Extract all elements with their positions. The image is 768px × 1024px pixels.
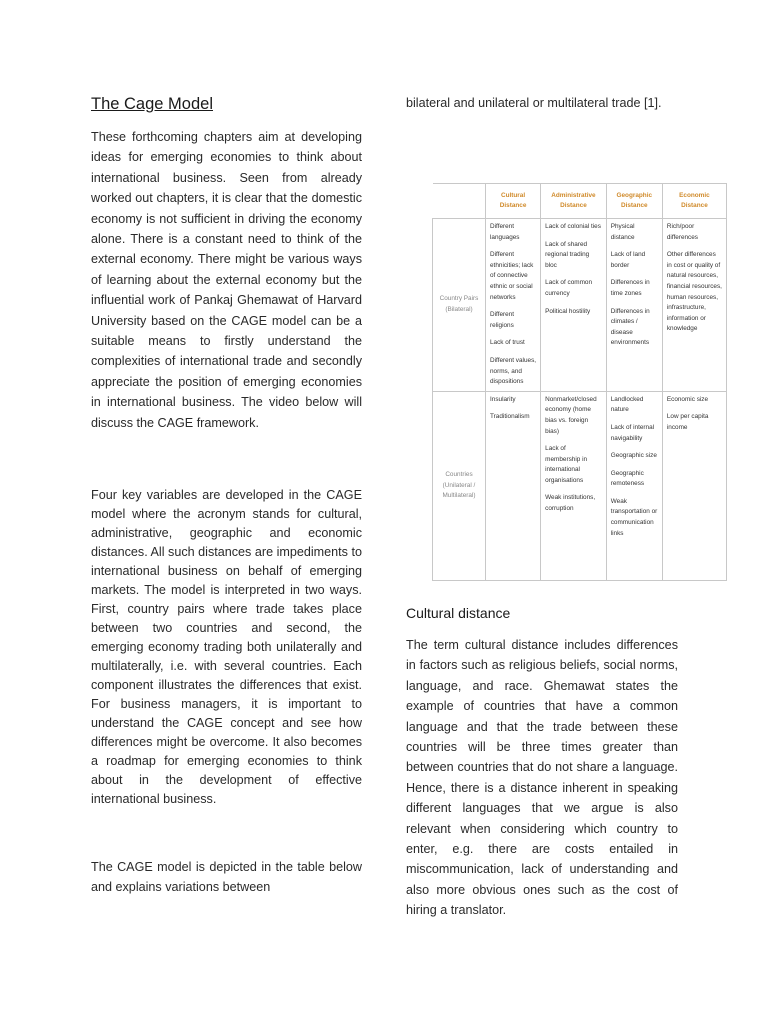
cell-item: Differences in time zones	[610, 279, 650, 297]
cell-item: Differences in climates / disease environments	[610, 307, 650, 347]
cell-item: Nonmarket/closed economy (home bias vs. foreign bias)	[545, 395, 597, 435]
cell-item: Different ethnicities; lack of connective ethnic or social networks	[490, 251, 534, 301]
cell-item: Physical distance	[610, 223, 635, 241]
table-intro-paragraph: The CAGE model is depicted in the table below and explains variations between	[91, 860, 362, 895]
cell-item: Lack of trust	[490, 339, 525, 347]
table-cell	[486, 219, 541, 392]
cell-item: Lack of common currency	[545, 279, 593, 297]
cell-item: Low per capita income	[666, 413, 709, 431]
intro-paragraph: These forthcoming chapters aim at developing ideas for emerging economies to think about international business. Seen from already worked out chapters, it is clear that the domestic economy is not sufficient in driving the economy alone. There is a constant need to think of the external economy. There might be various ways of learning about the external economy but the influential work of Pankaj Ghemawat of Harvard University based on the CAGE model can be a suitable means to firstly understand the complexities of international trade and secondly appreciate the position of emerging economies in international business. The video below will discuss the CAGE framework.	[91, 130, 362, 430]
cell-item: Weak institutions, corruption	[545, 494, 596, 513]
table-cell	[662, 219, 726, 392]
cell-item: Other differences in cost or quality of natural resources, financial resources, human resources, infrastructure, information or knowledge	[666, 251, 722, 333]
table-cell	[662, 391, 726, 580]
cell-item: Weak transportation or communication links	[610, 497, 658, 537]
cell-item: Traditionalism	[490, 413, 530, 421]
header-geographic: Geographic Distance	[606, 184, 662, 219]
continuation-paragraph: bilateral and unilateral or multilateral trade [1].	[406, 96, 662, 110]
table-cell	[486, 391, 541, 580]
table-row	[433, 219, 727, 392]
cell-item: Rich/poor differences	[666, 223, 699, 241]
table-row	[433, 391, 727, 580]
cell-item: Political hostility	[545, 307, 591, 315]
header-administrative: Administrative Distance	[541, 184, 607, 219]
cell-item: Geographic size	[610, 452, 657, 460]
table-corner-cell	[433, 184, 486, 219]
table-header-row	[433, 184, 727, 219]
cell-item: Geographic remoteness	[610, 469, 645, 488]
cell-item: Landlocked nature	[610, 395, 644, 414]
table-cell	[541, 219, 607, 392]
header-cultural: Cultural Distance	[486, 184, 541, 219]
table-cell	[606, 391, 662, 580]
cell-item: Different languages	[490, 223, 520, 241]
cell-item: Lack of shared regional trading bloc	[545, 240, 590, 269]
cultural-distance-paragraph: The term cultural distance includes differences in factors such as religious beliefs, social norms, language, and race. Ghemawat states the example of countries that have a common language and that the trade between these countries will be three times greater than between countries that do not share a language. Hence, there is a distance inherent in speaking different languages that we argue is also relevant when considering which country to enter, e.g. there are costs entailed in miscommunication, lack of understanding and also more obvious ones such as the cost of hiring a translator.	[406, 638, 678, 918]
section-heading-cultural-distance: Cultural distance	[406, 605, 511, 621]
page-title: The Cage Model	[91, 95, 213, 113]
cell-item: Insularity	[490, 395, 516, 403]
cell-item: Economic size	[666, 395, 709, 403]
cell-item: Lack of membership in international organisations	[545, 445, 588, 484]
row-label-countries: Countries (Unilateral / Multilateral)	[433, 391, 486, 580]
row-label-country-pairs: Country Pairs (Bilateral)	[433, 219, 486, 392]
cell-item: Different values, norms, and dispositions	[490, 356, 537, 386]
cell-item: Different religions	[490, 311, 515, 329]
cell-item: Lack of colonial ties	[545, 223, 601, 230]
cage-table	[432, 183, 727, 581]
table-cell	[541, 391, 607, 580]
cage-variables-paragraph: Four key variables are developed in the CAGE model where the acronym stands for cultural, administrative, geographic and economic distances. All such distances are impediments to international business on behalf of emerging markets. The model is interpreted in two ways. First, country pairs where trade takes place between two countries and second, the emerging economy trading both unilaterally and multilaterally, i.e. with several countries. Each component illustrates the differences that exist. For business managers, it is important to understand the CAGE concept and see how differences might be overcome. It also becomes a roadmap for emerging economies to think about in the development of effective international business.	[91, 488, 362, 806]
header-economic: Economic Distance	[662, 184, 726, 219]
cell-item: Lack of internal navigability	[610, 423, 655, 442]
table-cell	[606, 219, 662, 392]
cell-item: Lack of land border	[610, 251, 646, 269]
